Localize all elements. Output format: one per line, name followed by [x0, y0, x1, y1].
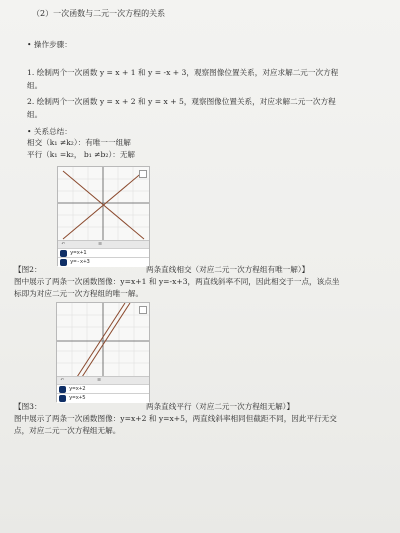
undo-icon[interactable]: ↶	[60, 377, 65, 383]
menu-icon[interactable]: ≡	[98, 241, 103, 247]
equation-row-1[interactable]: y=x+2	[57, 384, 149, 394]
steps-heading: • 操作步骤：	[27, 40, 72, 49]
graph-parallel-lines	[56, 302, 150, 402]
step2-line2: 组。	[27, 110, 43, 119]
figure3-desc-line2: 点，对应二元一次方程组无解。	[14, 426, 121, 435]
equation-row-1[interactable]: y=x+1	[58, 248, 149, 258]
summary-heading: • 关系总结：	[27, 127, 72, 136]
graph-plot-area	[58, 167, 149, 241]
step1-line1: 1. 绘制两个一次函数 y = x + 1 和 y = -x + 3，观察图像位置关系，对应求解二元一次方程	[27, 68, 339, 77]
figure2-desc-line1: 图中展示了两条一次函数图像：y=x+1 和 y=-x+3，两直线斜率不同，因此相交于一点，该点坐	[14, 277, 340, 286]
expression-icon	[59, 386, 66, 393]
graph-plot-area	[57, 303, 149, 377]
summary-intersect: 相交（k₁ ≠k₂）：有唯一一组解	[27, 138, 131, 147]
pencil-icon[interactable]	[139, 306, 147, 314]
figure2-caption-title: 两条直线相交（对应二元一次方程组有唯一解）】	[146, 265, 310, 274]
expression-icon	[60, 250, 67, 257]
equation-row-2[interactable]: y=x+5	[57, 393, 149, 403]
graph-intersecting-lines	[57, 166, 150, 266]
section-title: （2）一次函数与二元一次方程的关系	[32, 9, 166, 18]
expression-icon	[60, 259, 67, 266]
figure2-desc-line2: 标即为对应二元一次方程组的唯一解。	[14, 289, 144, 298]
figure3-caption-title: 两条直线平行（对应二元一次方程组无解）】	[146, 402, 295, 411]
undo-icon[interactable]: ↶	[61, 241, 66, 247]
line-y-x-plus-5	[82, 303, 130, 377]
figure3-caption-label: 【图3：	[14, 402, 42, 411]
summary-parallel: 平行（k₁ =k₂， b₁ ≠b₂）：无解	[27, 150, 136, 159]
figure3-desc-line1: 图中展示了两条一次函数图像：y=x+2 和 y=x+5，两直线斜率相同但截距不同，因此平行无交	[14, 414, 337, 423]
figure2-caption-label: 【图2：	[14, 265, 42, 274]
line-y-x-plus-2	[77, 303, 125, 377]
pencil-icon[interactable]	[139, 170, 147, 178]
menu-icon[interactable]: ≡	[97, 377, 102, 383]
step1-line2: 组。	[27, 81, 43, 90]
expression-icon	[59, 395, 66, 402]
step2-line1: 2. 绘制两个一次函数 y = x + 2 和 y = x + 5，观察图像位置关系，对应求解二元一次方程	[27, 97, 336, 106]
equation-row-2[interactable]: y=-x+3	[58, 257, 149, 267]
